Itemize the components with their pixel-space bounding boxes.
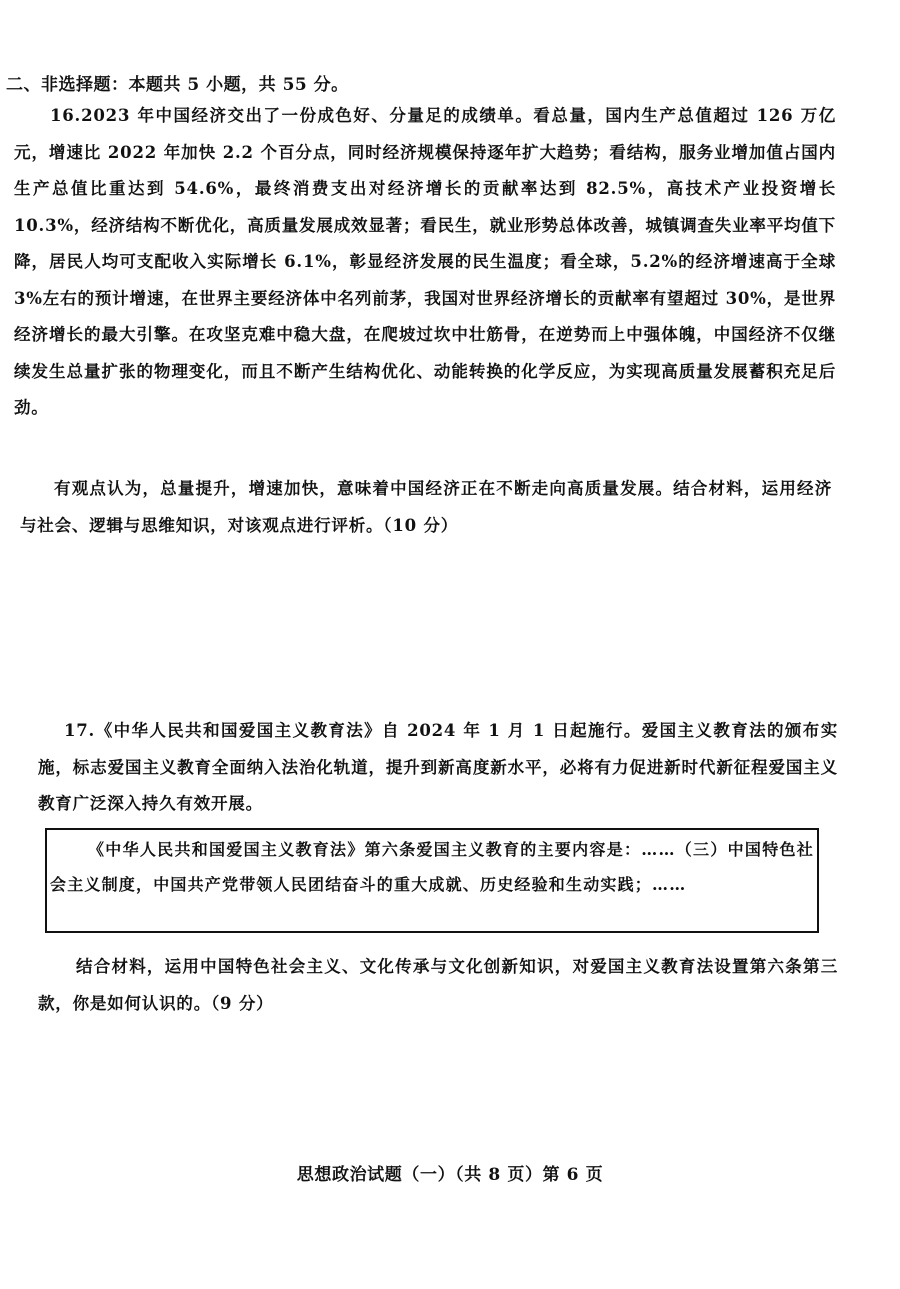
page-footer: 思想政治试题（一）（共 8 页）第 6 页 bbox=[296, 1165, 604, 1185]
question-17-task: 结合材料，运用中国特色社会主义、文化传承与文化创新知识，对爱国主义教育法设置第六条第三款，你是如何认识的。（9 分） bbox=[38, 957, 838, 1013]
question-16-material: 16.2023 年中国经济交出了一份成色好、分量足的成绩单。看总量，国内生产总值超过 126 万亿元，增速比 2022 年加快 2.2 个百分点，同时经济规模保持逐年扩大趋势；看结构，服务业增加值占国内生产总值比重达到 54.6%，最终消费支出对经济增长的贡献率达到 82.5%，高技术产业投资增长 10.3%，经济结构不断优化，高质量发展成效显著；看民生，就业形势总体改善，城镇调查失业率平均值下降，居民人均可支配收入实际增长 6.1%，彰显经济发展的民生温度；看全球，5.2%的经济增速高于全球 3%左右的预计增速，在世界主要经济体中名列前茅，我国对世界经济增长的贡献率有望超过 30%，是世界经济增长的最大引擎。在攻坚克难中稳大盘，在爬坡过坎中壮筋骨，在逆势而上中强体魄，中国经济不仅继续发生总量扩张的物理变化，而且不断产生结构优化、动能转换的化学反应，为实现高质量发展蓄积充足后劲。 bbox=[14, 106, 836, 417]
question-17-excerpt-text: 《中华人民共和国爱国主义教育法》第六条爱国主义教育的主要内容是：……（三）中国特色社会主义制度，中国共产党带领人民团结奋斗的重大成就、历史经验和生动实践；…… bbox=[50, 840, 814, 894]
section-heading: 二、非选择题：本题共 5 小题，共 55 分。 bbox=[6, 75, 349, 95]
question-16-task: 有观点认为，总量提升，增速加快，意味着中国经济正在不断走向高质量发展。结合材料，运用经济与社会、逻辑与思维知识，对该观点进行评析。（10 分） bbox=[20, 479, 832, 535]
question-17-material: 17.《中华人民共和国爱国主义教育法》自 2024 年 1 月 1 日起施行。爱国主义教育法的颁布实施，标志爱国主义教育全面纳入法治化轨道，提升到新高度新水平，必将有力促进新时代新征程爱国主义教育广泛深入持久有效开展。 bbox=[38, 721, 838, 813]
question-17-excerpt-box bbox=[45, 828, 819, 933]
